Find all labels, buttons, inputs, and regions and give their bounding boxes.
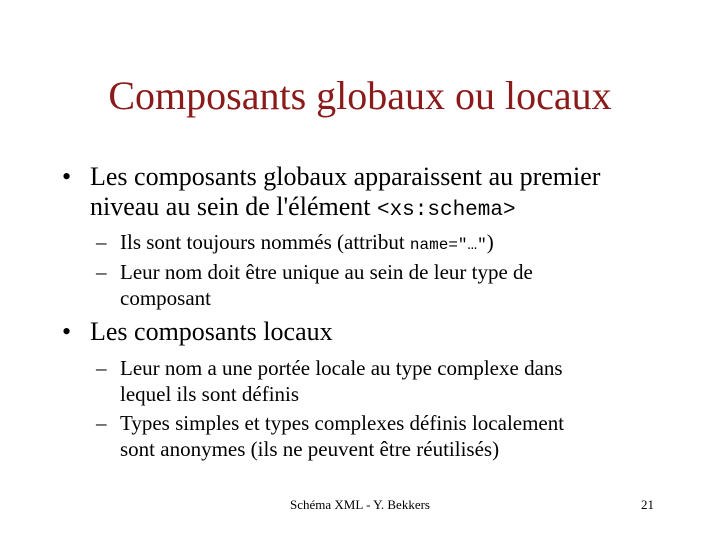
sub-line: Leur nom a une portée locale au type complexe dans: [120, 356, 563, 380]
code-name-attribute: name="…": [409, 236, 487, 254]
sub-bullet-mark: –: [96, 260, 107, 284]
bullet-line: Les composants globaux apparaissent au premier: [90, 162, 601, 191]
sub-text: Ils sont toujours nommés (attribut: [120, 230, 410, 254]
sub-bullet-text: [120, 229, 650, 258]
sub-line: sont anonymes (ils ne peuvent être réutilisés): [120, 437, 500, 461]
bullet-line: Les composants locaux: [90, 317, 333, 346]
sub-line: Types simples et types complexes définis localement: [120, 411, 565, 435]
sub-bullet-text: [120, 259, 650, 311]
footer-author: Schéma XML - Y. Bekkers: [290, 497, 430, 512]
sub-bullet-mark: –: [96, 230, 107, 254]
bullet-text: [90, 317, 680, 347]
bullet-text: [90, 162, 680, 226]
sub-line: lequel ils sont définis: [120, 382, 300, 406]
bullet-mark: •: [62, 162, 72, 191]
code-xs-schema: <xs:schema>: [376, 199, 516, 222]
bullet-line-text: niveau au sein de l'élément: [90, 192, 377, 221]
sub-bullet-text: [120, 410, 650, 462]
sub-bullet-text: [120, 355, 650, 407]
sub-bullet-mark: –: [96, 411, 107, 435]
slide-title: Composants globaux ou locaux: [108, 73, 612, 118]
sub-line: Leur nom doit être unique au sein de leur type de: [120, 260, 533, 284]
sub-line: composant: [120, 286, 211, 310]
bullet-line: [90, 192, 680, 226]
page-number: 21: [641, 497, 654, 512]
sub-text: ): [486, 230, 494, 254]
sub-bullet-mark: –: [96, 356, 107, 380]
bullet-mark: •: [62, 317, 72, 346]
